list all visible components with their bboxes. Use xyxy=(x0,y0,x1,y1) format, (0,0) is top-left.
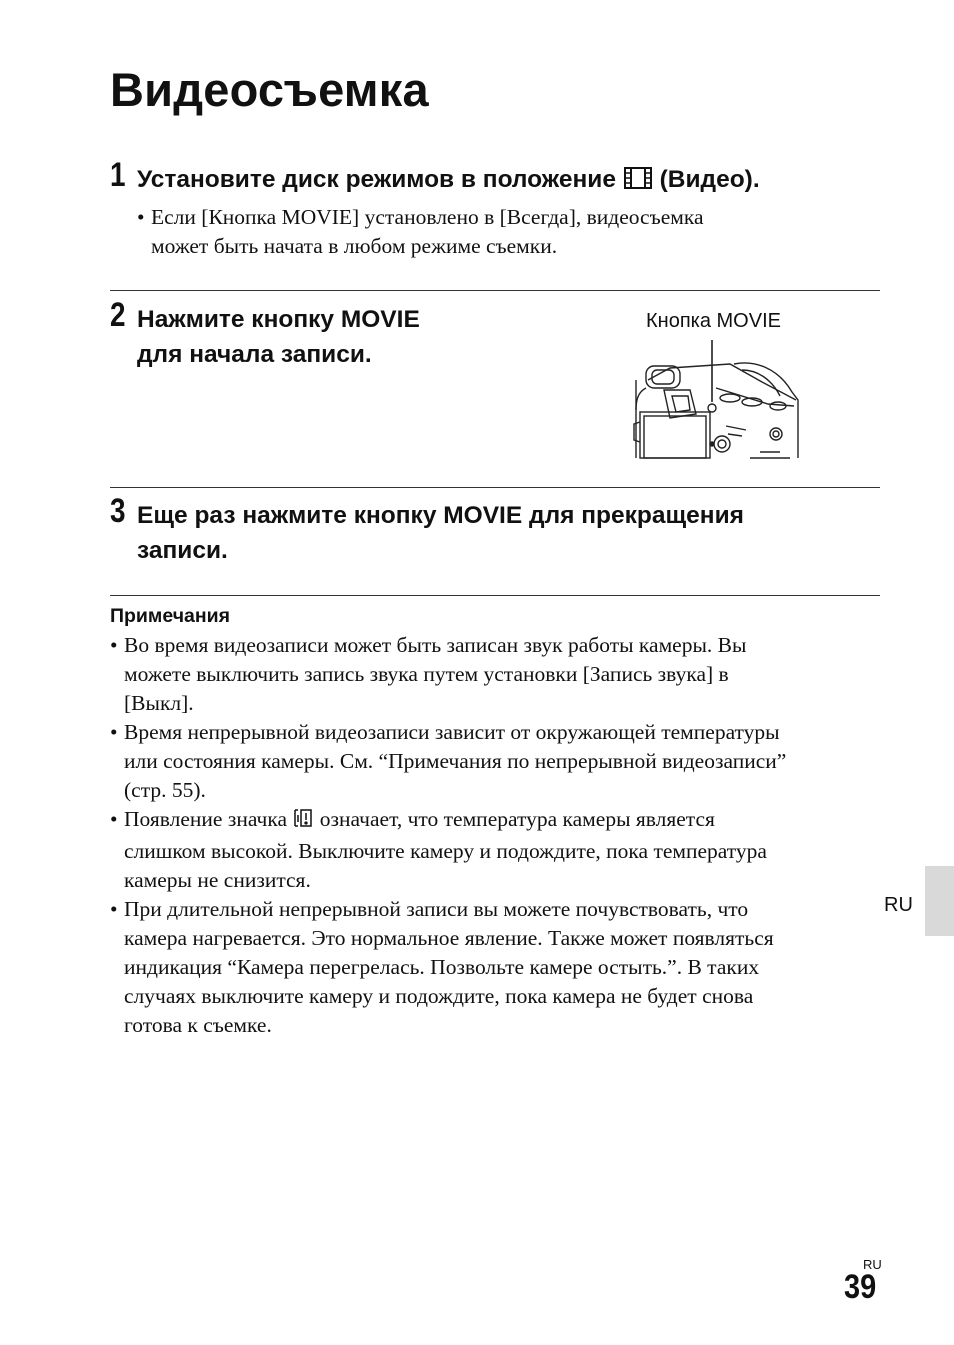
note-text: Появление значка xyxy=(124,807,287,831)
note-line: слишком высокой. Выключите камеру и подождите, пока температура xyxy=(124,839,767,863)
camera-illustration xyxy=(630,340,800,460)
step-3-heading xyxy=(137,498,744,568)
step-1-heading-suffix: (Видео). xyxy=(659,166,760,193)
note-line: (стр. 55). xyxy=(124,778,206,802)
note-line: готова к съемке. xyxy=(124,1013,272,1037)
bullet-dot: • xyxy=(110,807,118,831)
page-title: Видеосъемка xyxy=(110,63,429,116)
divider xyxy=(110,595,880,596)
note-line: Во время видеозаписи может быть записан звук работы камеры. Вы xyxy=(124,633,747,657)
step-1-heading-text: Установите диск режимов в положение xyxy=(137,166,616,193)
bullet-dot: • xyxy=(110,897,118,921)
note-line xyxy=(124,805,870,837)
movie-mode-icon xyxy=(623,165,653,200)
movie-button-label: Кнопка MOVIE xyxy=(646,310,781,332)
step-2-heading-line: для начала записи. xyxy=(137,341,372,368)
step-2-number: 2 xyxy=(110,296,126,334)
note-line: индикация “Камера перегрелась. Позвольте камере остыть.”. В таких xyxy=(124,955,760,979)
step-1-bullet xyxy=(137,203,857,261)
divider xyxy=(110,487,880,488)
note-line: [Выкл]. xyxy=(124,691,194,715)
bullet-dot: • xyxy=(110,633,118,657)
step-1-heading xyxy=(137,162,760,200)
footer-language: RU xyxy=(863,1257,882,1272)
step-3-heading-line: Еще раз нажмите кнопку MOVIE для прекращения xyxy=(137,502,744,529)
language-tab-label: RU xyxy=(884,894,913,916)
note-line: Время непрерывной видеозаписи зависит от окружающей температуры xyxy=(124,720,780,744)
step-1-bullet-line: может быть начата в любом режиме съемки. xyxy=(151,234,558,258)
step-3-number: 3 xyxy=(110,492,126,530)
step-1-number: 1 xyxy=(110,156,126,194)
page-number: 39 xyxy=(844,1268,877,1306)
divider xyxy=(110,290,880,291)
overheat-warning-icon xyxy=(292,807,314,837)
notes-list xyxy=(110,631,870,1040)
note-line: камера нагревается. Это нормальное явление. Также может появляться xyxy=(124,926,774,950)
notes-title: Примечания xyxy=(110,605,231,627)
note-line: камеры не снизится. xyxy=(124,868,311,892)
bullet-dot: • xyxy=(110,720,118,744)
bullet-dot: • xyxy=(137,205,145,229)
note-line: При длительной непрерывной записи вы можете почувствовать, что xyxy=(124,897,749,921)
note-text: означает, что температура камеры является xyxy=(319,807,715,831)
note-line: или состояния камеры. См. “Примечания по непрерывной видеозаписи” xyxy=(124,749,787,773)
step-2-heading xyxy=(137,302,420,372)
note-item xyxy=(110,805,870,895)
note-item xyxy=(110,718,870,805)
note-line: можете выключить запись звука путем установки [Запись звука] в xyxy=(124,662,729,686)
step-1-bullet-line: Если [Кнопка MOVIE] установлено в [Всегда], видеосъемка xyxy=(151,205,704,229)
note-item xyxy=(110,895,870,1040)
note-line: случаях выключите камеру и подождите, пока камера не будет снова xyxy=(124,984,754,1008)
language-tab xyxy=(925,866,954,936)
note-item xyxy=(110,631,870,718)
step-2-heading-line: Нажмите кнопку MOVIE xyxy=(137,306,420,333)
step-3-heading-line: записи. xyxy=(137,537,228,564)
